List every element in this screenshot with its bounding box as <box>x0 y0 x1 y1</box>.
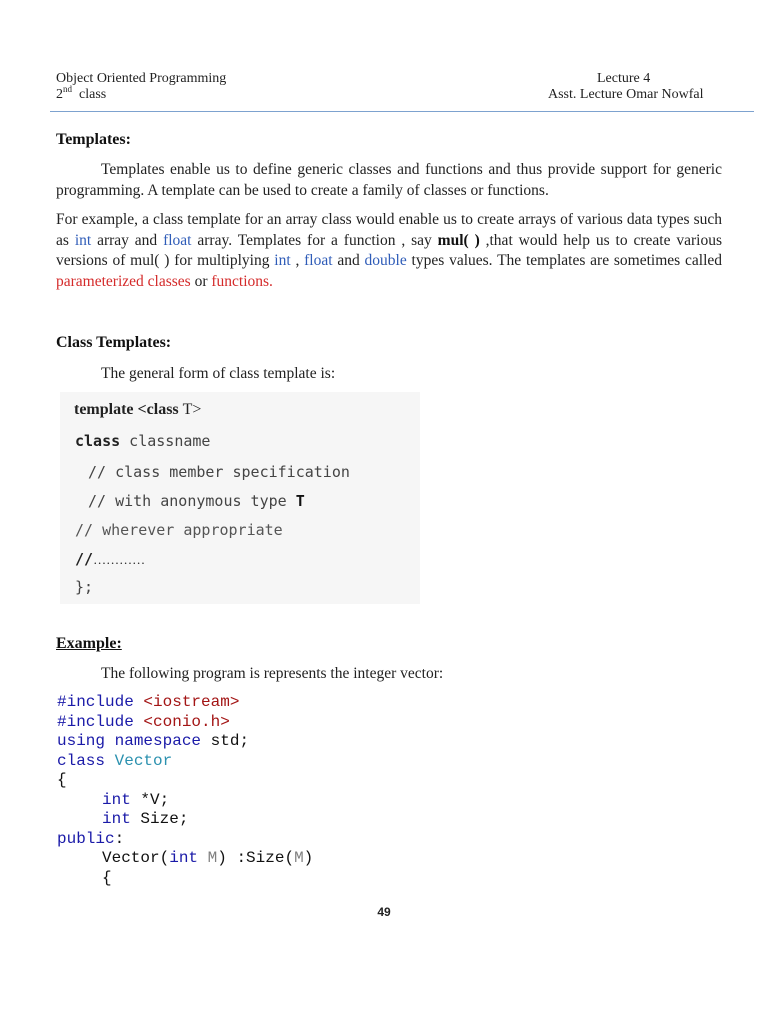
code-image-line: }; <box>75 578 94 596</box>
text: and <box>332 252 365 269</box>
course-title: Object Oriented Programming <box>56 71 227 86</box>
code-text: // with anonymous type <box>88 492 296 510</box>
code-keyword: public <box>57 830 115 848</box>
code-image-line: // wherever appropriate <box>75 521 283 539</box>
page-number: 49 <box>377 905 391 919</box>
code-string: <iostream> <box>143 693 240 711</box>
class-number: 2 <box>56 87 63 102</box>
code-line <box>57 752 172 772</box>
code-keyword: int <box>102 810 131 828</box>
lecturer-name: Asst. Lecture Omar Nowfal <box>548 87 704 102</box>
class-word: class <box>79 87 107 102</box>
code-text: : <box>114 830 125 848</box>
heading-templates: Templates: <box>56 131 131 148</box>
term-parameterized-classes: parameterized classes <box>56 272 191 290</box>
code-line: { <box>57 771 67 789</box>
code-keyword: int <box>102 791 131 809</box>
code-text: ………… <box>93 552 146 567</box>
lecture-number: Lecture 4 <box>597 71 651 86</box>
code-keyword: #include <box>57 713 134 731</box>
keyword-int: int <box>274 252 291 269</box>
text: types values. The templates are sometimes called <box>406 252 723 269</box>
code-line <box>57 732 249 752</box>
code-keyword: class <box>75 432 121 450</box>
code-line <box>102 791 169 811</box>
keyword-int: int <box>74 231 92 249</box>
code-keyword: #include <box>57 693 134 711</box>
code-text: T> <box>182 401 202 418</box>
keyword-float: float <box>304 252 333 269</box>
function-mul: mul( ) <box>437 231 480 249</box>
heading-example: Example: <box>56 635 122 652</box>
code-type-param: T <box>295 492 305 510</box>
paragraph-templates-example <box>56 210 722 292</box>
text: ,that would help us to create various versions of mul( ) for multiplying <box>56 231 722 269</box>
code-keyword: class <box>57 752 106 770</box>
code-image-line: // class member specification <box>88 463 350 481</box>
code-line <box>102 849 313 869</box>
code-text: ) :Size( <box>217 849 295 867</box>
code-text: // <box>75 550 94 568</box>
keyword-float: float <box>163 231 192 249</box>
code-image-line <box>74 401 201 419</box>
header-divider <box>50 111 754 112</box>
class-template-intro: The general form of class template is: <box>101 365 336 382</box>
code-keyword: using namespace <box>57 732 202 750</box>
text: or <box>190 272 212 290</box>
code-text: template <class <box>74 401 183 418</box>
code-param: M <box>207 849 218 867</box>
code-image-line <box>75 432 210 450</box>
code-keyword: int <box>169 849 199 867</box>
text: array. Templates for a function , say <box>191 231 438 249</box>
text: array and <box>91 231 164 249</box>
code-text: Vector( <box>102 849 170 867</box>
code-line <box>57 713 230 733</box>
code-line <box>57 693 239 713</box>
example-intro: The following program is represents the integer vector: <box>101 665 444 682</box>
code-text: ) <box>303 849 314 867</box>
keyword-double: double <box>364 252 407 269</box>
paragraph-templates-intro: Templates enable us to define generic classes and functions and thus provide support for generic programming. A template can be used to create a family of classes or functions. <box>56 161 722 199</box>
code-line: { <box>102 869 112 887</box>
code-text: classname <box>120 432 211 450</box>
code-line <box>57 830 124 850</box>
code-text: Size; <box>130 810 189 828</box>
heading-class-templates: Class Templates: <box>56 334 172 351</box>
code-line <box>102 810 188 830</box>
text: , <box>290 252 305 269</box>
code-text: std; <box>201 732 250 750</box>
code-text: *V; <box>130 791 170 809</box>
code-param: M <box>294 849 304 867</box>
class-superscript: nd <box>63 84 72 94</box>
code-string: <conio.h> <box>143 713 230 731</box>
class-level <box>56 84 107 103</box>
code-type: Vector <box>114 752 173 770</box>
class-template-code-image <box>60 392 420 604</box>
code-image-line <box>88 492 305 510</box>
term-functions: functions. <box>211 272 273 290</box>
code-image-line <box>75 550 145 569</box>
text: For example, a class template for an array class would enable us to create arrays of various data types such as <box>56 211 722 249</box>
